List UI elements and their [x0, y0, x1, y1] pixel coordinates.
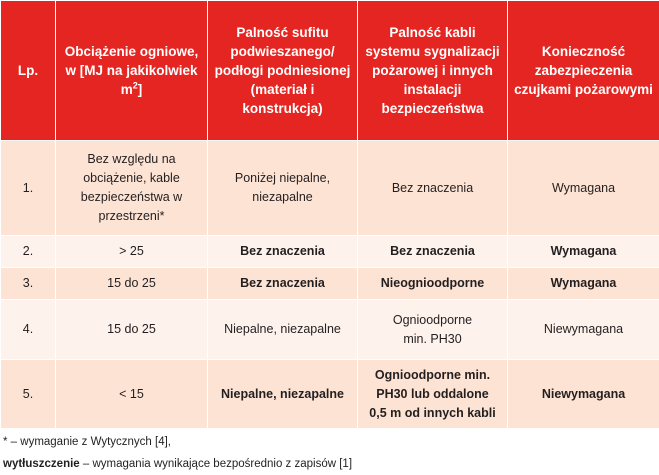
- table-header-row: [1, 1, 659, 141]
- header-lp: Lp.: [1, 1, 56, 141]
- cell-lp: 5.: [1, 360, 56, 429]
- cell-load: > 25: [56, 236, 208, 268]
- cell-ceiling: Niepalne, niezapalne: [208, 360, 358, 429]
- cell-lp: 1.: [1, 141, 56, 236]
- cell-ceiling: Bez znaczenia: [208, 236, 358, 268]
- footnotes: [3, 431, 352, 475]
- cell-detectors: Wymagana: [508, 236, 659, 268]
- cell-ceiling: Poniżej niepalne, niezapalne: [208, 141, 358, 236]
- cell-detectors: Wymagana: [508, 268, 659, 300]
- table-row: [1, 141, 659, 236]
- cell-load: < 15: [56, 360, 208, 429]
- cell-detectors: Niewymagana: [508, 360, 659, 429]
- cell-lp: 4.: [1, 300, 56, 360]
- header-fire-load: [56, 1, 208, 141]
- cell-cables: Bez znaczenia: [358, 141, 508, 236]
- table-row: [1, 300, 659, 360]
- cell-cables: Nieognioodporne: [358, 268, 508, 300]
- header-ceiling-flammability: Palność sufitu podwieszanego/ podłogi podniesionej (materiał i konstrukcja): [208, 1, 358, 141]
- cell-cables: Ognioodporne min. PH30: [358, 300, 508, 360]
- table-row: [1, 360, 659, 429]
- header-fire-load-close: ]: [138, 82, 143, 97]
- cell-cables: Bez znaczenia: [358, 236, 508, 268]
- cell-lp: 3.: [1, 268, 56, 300]
- footnote-bold-text: – wymagania wynikające bezpośrednio z zapisów [1]: [80, 458, 352, 470]
- cell-load: 15 do 25: [56, 300, 208, 360]
- cell-load: 15 do 25: [56, 268, 208, 300]
- footnote-bold-term: wytłuszczenie: [3, 458, 80, 470]
- cell-ceiling: Bez znaczenia: [208, 268, 358, 300]
- header-fire-load-sup: 2: [133, 81, 138, 91]
- cell-detectors: Wymagana: [508, 141, 659, 236]
- header-detector-requirement: Konieczność zabezpieczenia czujkami pożarowymi: [508, 1, 659, 141]
- cell-cables: Ognioodporne min. PH30 lub oddalone 0,5 m od innych kabli: [358, 360, 508, 429]
- cell-ceiling: Niepalne, niezapalne: [208, 300, 358, 360]
- header-cable-flammability: Palność kabli systemu sygnalizacji pożarowej i innych instalacji bezpieczeństwa: [358, 1, 508, 141]
- cell-lp: 2.: [1, 236, 56, 268]
- cell-detectors: Niewymagana: [508, 300, 659, 360]
- header-fire-load-text: Obciążenie ogniowe, w [MJ na jakikolwiek m: [65, 44, 199, 97]
- table-row: [1, 236, 659, 268]
- table-row: [1, 268, 659, 300]
- cell-load: Bez względu na obciążenie, kable bezpieczeństwa w przestrzeni*: [56, 141, 208, 236]
- footnote-asterisk: * – wymaganie z Wytycznych [4],: [3, 431, 352, 453]
